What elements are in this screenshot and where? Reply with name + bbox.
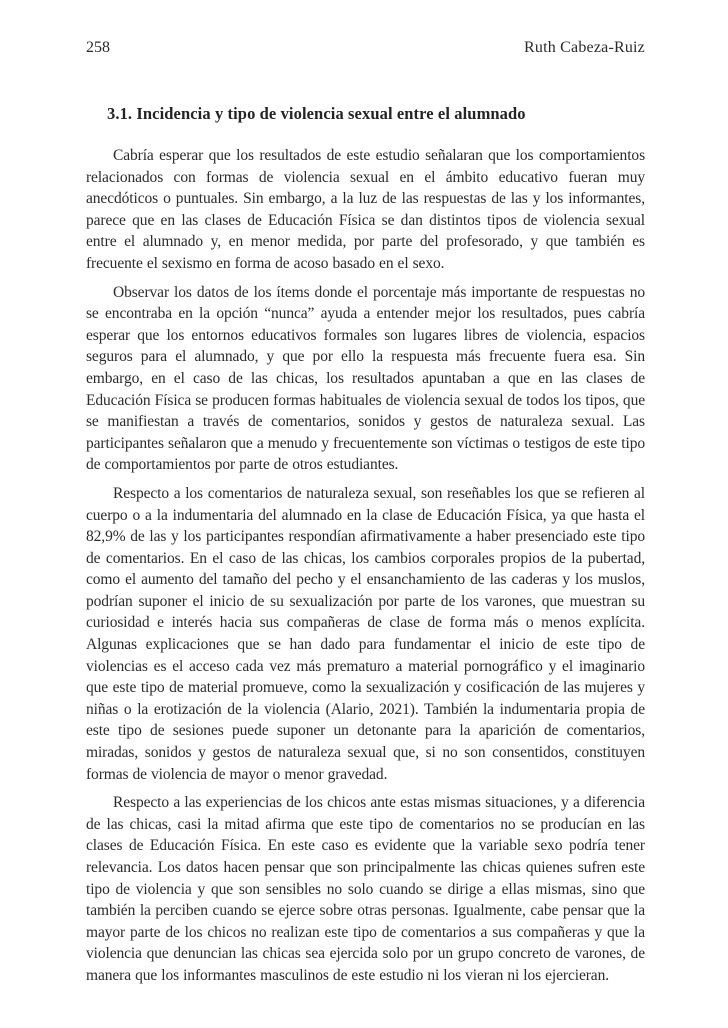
running-header-author: Ruth Cabeza-Ruiz: [524, 39, 645, 56]
paragraph-2: Observar los datos de los ítems donde el porcentaje más importante de respuestas no se encontraba en la opción “nunca” ayuda a entender mejor los resultados, pues cabría esperar que los entornos educativos formales son lugares libres de violencia, espacios seguros para el alumnado, y que por ello la respuesta más frecuente fuera esa. Sin embargo, en el caso de las chicas, los resultados apuntaban a que en las clases de Educación Física se producen formas habituales de violencia sexual de todos los tipos, que se manifiestan a través de comentarios, sonidos y gestos de naturaleza sexual. Las participantes señalaron que a menudo y frecuentemente son víctimas o testigos de este tipo de comportamientos por parte de otros estudiantes.: [86, 283, 645, 474]
page-number: 258: [86, 39, 110, 56]
paragraph-4: Respecto a las experiencias de los chicos ante estas mismas situaciones, y a diferencia de las chicas, casi la mitad afirma que este tipo de comentarios no se producían en las clases de Educación Física. En este caso es evidente que la variable sexo podría tener relevancia. Los datos hacen pensar que son principalmente las chicas quienes sufren este tipo de violencia y que son sensibles no solo cuando se dirige a ellas mismas, sino que también la perciben cuando se ejerce sobre otras personas. Igualmente, cabe pensar que la mayor parte de los chicos no realizan este tipo de comentarios a sus compañeras y que la violencia que denuncian las chicas sea ejercida solo por un grupo concreto de varones, de manera que los informantes masculinos de este estudio ni los vieran ni los ejercieran.: [86, 794, 645, 984]
body-text: [86, 145, 645, 987]
paragraph-3: Respecto a los comentarios de naturaleza sexual, son reseñables los que se refieren al cuerpo o a la indumentaria del alumnado en la clase de Educación Física, ya que hasta el 82,9% de las y los participantes respondían afirmativamente a haber presenciado este tipo de comentarios. En el caso de las chicas, los cambios corporales propios de la pubertad, como el aumento del tamaño del pecho y el ensanchamiento de las caderas y los muslos, podrían suponer el inicio de su sexualización por parte de los varones, que muestran su curiosidad e interés hacia sus compañeras de clase de forma más o menos explícita. Algunas explicaciones que se han dado para fundamentar el inicio de este tipo de violencias es el acceso cada vez más prematuro a material pornográfico y el imaginario que este tipo de material promueve, como la sexualización y cosificación de las mujeres y niñas o la erotización de la violencia (Alario, 2021). También la indumentaria propia de este tipo de sesiones puede suponer un detonante para la aparición de comentarios, miradas, sonidos y gestos de naturaleza sexual que, si no son consentidos, constituyen formas de violencia de mayor o menor gravedad.: [86, 484, 645, 783]
section-heading: 3.1. Incidencia y tipo de violencia sexual entre el alumnado: [107, 104, 526, 123]
paragraph-1: Cabría esperar que los resultados de este estudio señalaran que los comportamientos relacionados con formas de violencia sexual en el ámbito educativo fueran muy anecdóticos o puntuales. Sin embargo, a la luz de las respuestas de las y los informantes, parece que en las clases de Educación Física se dan distintos tipos de violencia sexual entre el alumnado y, en menor medida, por parte del profesorado, y que también es frecuente el sexismo en forma de acoso basado en el sexo.: [86, 147, 645, 272]
running-header: [86, 38, 645, 58]
